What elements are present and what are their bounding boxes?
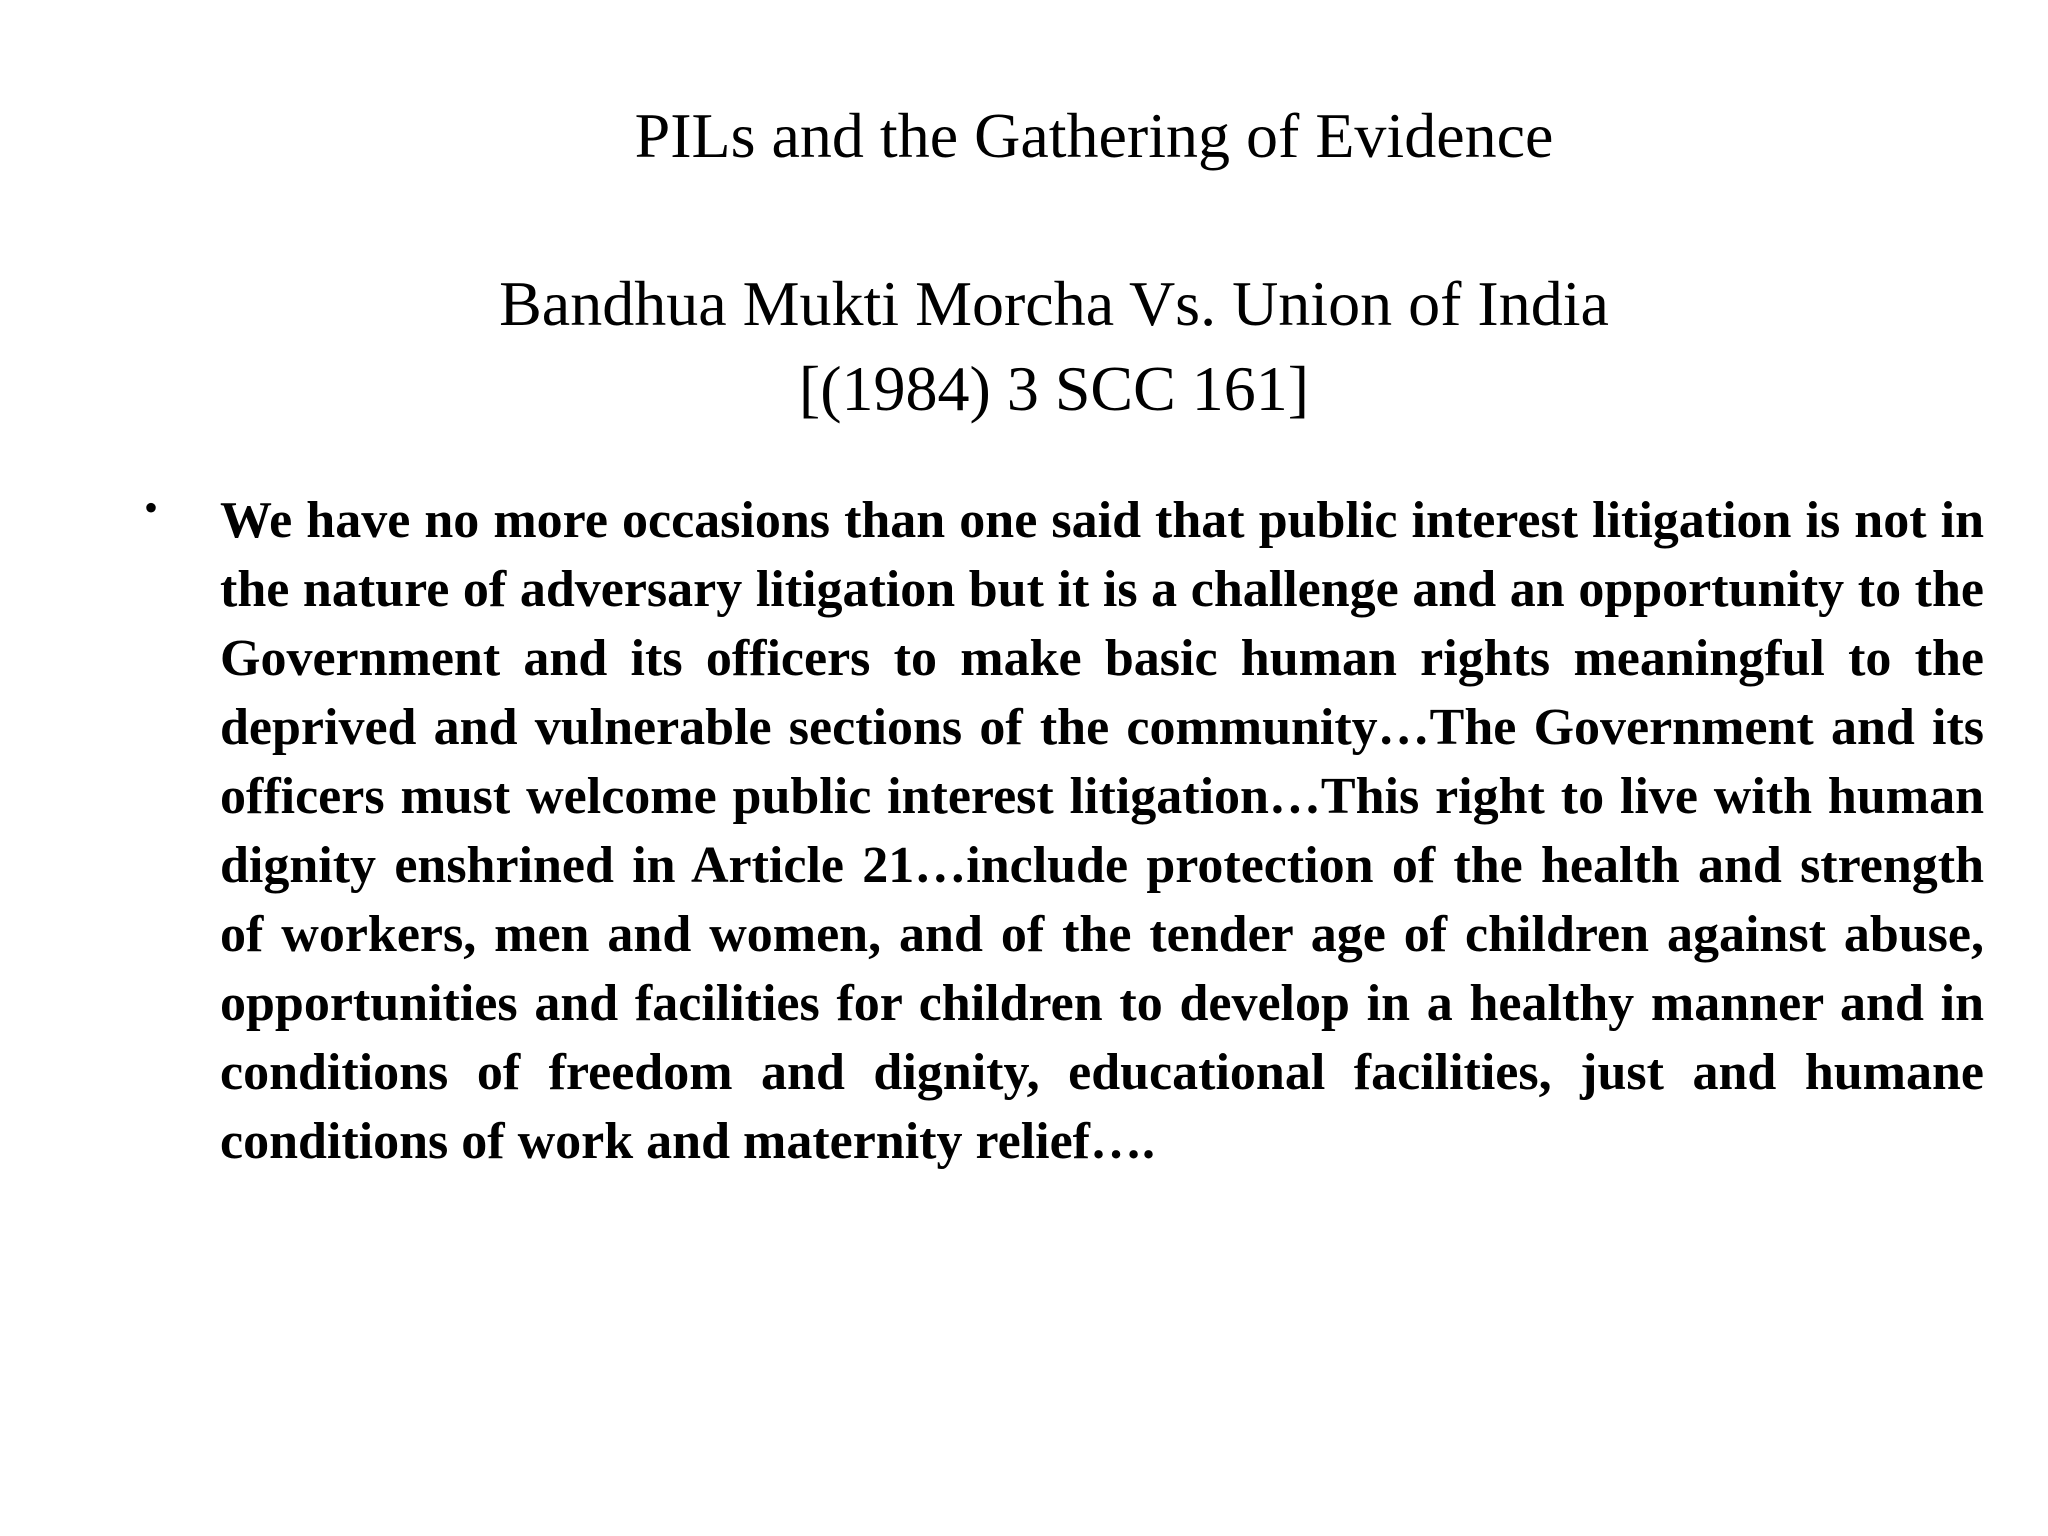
bullet-text: We have no more occasions than one said that public interest litigation is not in the nature of adversary litigation but it is a challenge and an opportunity to the Government and its officers to make basic human rights meaningful to the deprived and vulnerable sections of the community…The Government and its officers must welcome public interest litigation…This right to live with human dignity enshrined in Article 21…include protection of the health and strength of workers, men and women, and of the tender age of children against abuse, opportunities and facilities for children to develop in a healthy manner and in conditions of freedom and dignity, educational facilities, just and humane conditions of work and maternity relief…. (220, 492, 1984, 1170)
case-name: Bandhua Mukti Morcha Vs. Union of India (499, 268, 1609, 339)
slide-title: PILs and the Gathering of Evidence (634, 100, 1554, 171)
case-citation: [(1984) 3 SCC 161] (798, 353, 1310, 424)
bullet-marker-icon: • (144, 485, 159, 530)
